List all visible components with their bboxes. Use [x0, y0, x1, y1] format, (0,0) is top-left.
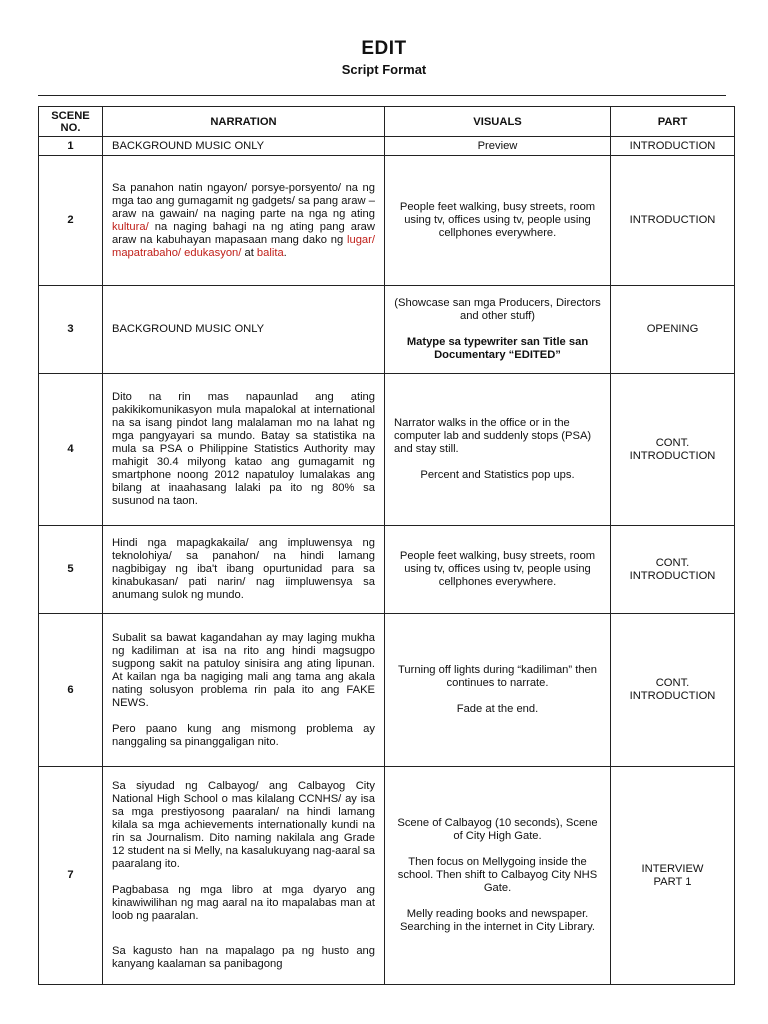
- header-visuals: VISUALS: [385, 107, 611, 137]
- visuals-text: Scene of Calbayog (10 seconds), Scene of City High Gate.: [397, 817, 598, 842]
- visuals-text-bold: Matype sa typewriter san Title san Documentary “EDITED”: [406, 336, 589, 361]
- narration-cell: BACKGROUND MUSIC ONLY: [103, 286, 385, 374]
- narration-text: Sa panahon natin ngayon/ porsye-porsyento/ na ng mga tao ang gumagamit ng gadgets/ sa pang araw –araw na gawain/ na naging parte na nga ng ating: [112, 181, 375, 220]
- table-row: [39, 526, 735, 614]
- narration-cell: BACKGROUND MUSIC ONLY: [103, 137, 385, 156]
- visuals-cell: [385, 374, 611, 526]
- visuals-text: Percent and Statistics pop ups.: [420, 469, 575, 481]
- narration-text: .: [283, 246, 287, 259]
- part-label: INTERVIEW: [641, 862, 704, 875]
- part-cell: [611, 614, 735, 767]
- narration-highlight: kultura/: [112, 220, 149, 233]
- scene-number: 7: [39, 767, 103, 985]
- document-subtitle: Script Format: [341, 62, 427, 77]
- part-label: CONT.: [655, 556, 690, 569]
- scene-number: 6: [39, 614, 103, 767]
- part-cell: INTRODUCTION: [611, 137, 735, 156]
- narration-paragraph: Sa kagusto han na mapalago pa ng husto ang kanyang kaalaman sa panibagong: [112, 945, 375, 970]
- part-label: INTRODUCTION: [629, 569, 716, 582]
- table-row: [39, 286, 735, 374]
- table-row: [39, 137, 735, 156]
- table-row: [39, 156, 735, 286]
- table-row: [39, 614, 735, 767]
- visuals-text: Narrator walks in the office or in the computer lab and suddenly stops (PSA) and stay still.: [394, 417, 592, 455]
- narration-cell: Hindi nga mapagkakaila/ ang impluwensya ng teknolohiya/ sa panahon/ na hindi lamang nagbibigay ng iba't ibang opurtunidad para sa kinabukasan/ pati narin/ nag iimpluwensya sa anumang sulok ng mundo.: [103, 526, 385, 614]
- scene-number: 1: [39, 137, 103, 156]
- narration-text: at: [241, 246, 257, 259]
- table-row: [39, 374, 735, 526]
- narration-cell: [103, 156, 385, 286]
- header-narration: NARRATION: [103, 107, 385, 137]
- visuals-cell: [385, 614, 611, 767]
- part-cell: [611, 374, 735, 526]
- part-cell: [611, 526, 735, 614]
- part-cell: OPENING: [611, 286, 735, 374]
- narration-cell: [103, 767, 385, 985]
- table-row: [39, 767, 735, 985]
- scene-number: 5: [39, 526, 103, 614]
- narration-text: na naging bahagi na ng ating pang araw araw na kabuhayan mapasaan mang dako ng: [112, 220, 375, 246]
- title-divider: [38, 95, 726, 96]
- visuals-cell: People feet walking, busy streets, room using tv, offices using tv, people using cellphones everywhere.: [385, 526, 611, 614]
- part-label: INTRODUCTION: [629, 690, 716, 702]
- narration-paragraph: Sa siyudad ng Calbayog/ ang Calbayog City National High School o mas kilalang CCNHS/ ay isa sa mga prestiyosong paaralan/ na hindi lamang kilala sa mga achievements internationally kundi na rin sa Journalism. Dito naming nakilala ang Grade 12 student na si Melly, na kasalukuyang nag-aaral sa paaralang ito.: [112, 780, 375, 870]
- header-scene-no: SCENE NO.: [39, 107, 103, 137]
- scene-number: 4: [39, 374, 103, 526]
- visuals-cell: [385, 286, 611, 374]
- visuals-cell: People feet walking, busy streets, room using tv, offices using tv, people using cellphones everywhere.: [385, 156, 611, 286]
- visuals-cell: Preview: [385, 137, 611, 156]
- part-label: CONT.: [655, 436, 690, 449]
- narration-paragraph: Pero paano kung ang mismong problema ay nanggaling sa pinanggaligan nito.: [112, 722, 375, 748]
- narration-highlight: balita: [256, 246, 284, 259]
- visuals-text: (Showcase san mga Producers, Directors and other stuff): [394, 297, 601, 322]
- narration-cell: Dito na rin mas napaunlad ang ating pakikikomunikasyon mula mapalokal at international na sa isang pindot lang malalaman mo na lahat ng mga pangyayari sa mundo. Batay sa statistika na mula sa PSA o Philippine Statistics Authority may mahigit 30.4 milyong katao ang gumagamit ng smartphone noong 2012 napatuloy lumalakas ang bilang at inaahasang lalaki pa ito ng 80% sa susunod na taon.: [103, 374, 385, 526]
- visuals-text: Melly reading books and newspaper. Searching in the internet in City Library.: [399, 908, 596, 933]
- part-cell: [611, 767, 735, 985]
- header-part: PART: [611, 107, 735, 137]
- visuals-cell: [385, 767, 611, 985]
- scene-number: 3: [39, 286, 103, 374]
- scene-number: 2: [39, 156, 103, 286]
- narration-paragraph: Pagbabasa ng mga libro at mga dyaryo ang kinawiwilihan ng mag aaral na ito mapalabas man at loob ng paaralan.: [112, 884, 375, 922]
- narration-cell: [103, 614, 385, 767]
- narration-paragraph: Subalit sa bawat kagandahan ay may laging mukha ng kadiliman at isa na rito ang hindi magsugpo sugpong sakit na patuloy sinisira ang ating lipunan. At kailan nga ba nagiging mali ang tama ang akala nating solusyon problema rin pala ito ang FAKE NEWS.: [112, 631, 375, 709]
- table-header-row: [39, 107, 735, 137]
- part-cell: INTRODUCTION: [611, 156, 735, 286]
- visuals-text: Turning off lights during “kadiliman” then continues to narrate.: [398, 664, 597, 689]
- document-title: EDIT: [361, 38, 407, 59]
- visuals-text: Fade at the end.: [456, 703, 539, 715]
- visuals-text: Then focus on Mellygoing inside the school. Then shift to Calbayog City NHS Gate.: [397, 856, 598, 894]
- script-table: [38, 106, 735, 985]
- part-label: PART 1: [653, 875, 692, 888]
- part-label: INTRODUCTION: [629, 449, 716, 462]
- narration-highlight: lugar/ mapatrabaho/ edukasyon/: [112, 233, 375, 259]
- part-label: CONT.: [655, 677, 690, 689]
